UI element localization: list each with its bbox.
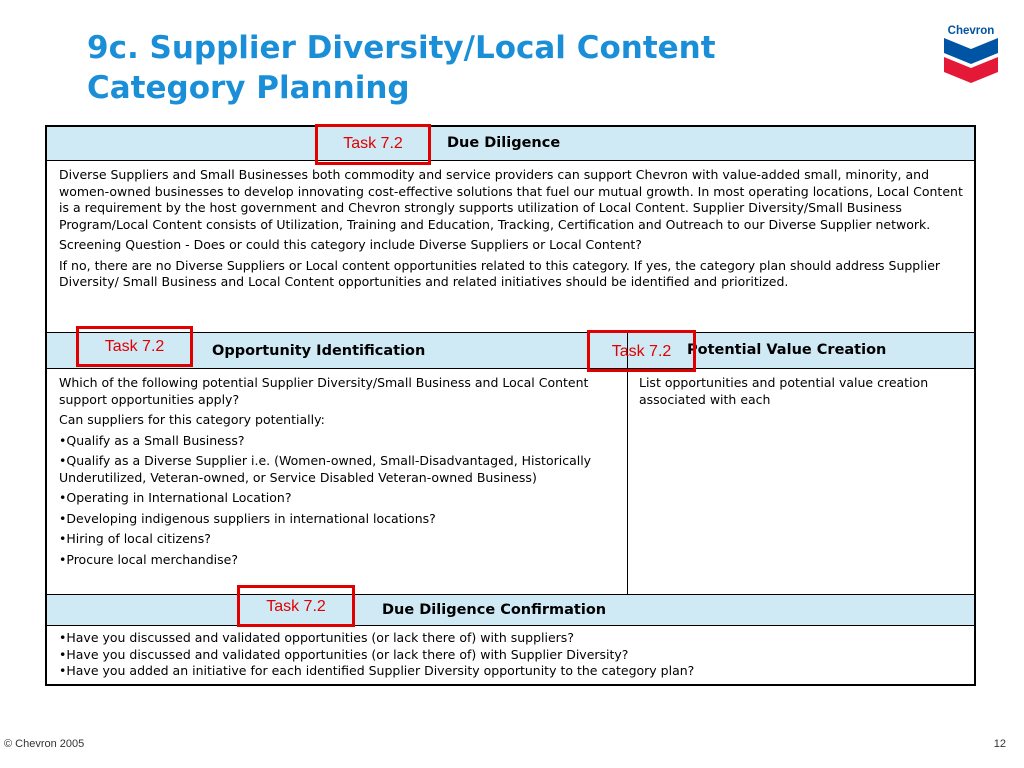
- page-number: 12: [993, 738, 1006, 750]
- due-diligence-body: [47, 161, 974, 333]
- list-item: •Qualify as a Small Business?: [59, 432, 245, 448]
- due-diligence-confirmation-header: Due Diligence Confirmation: [382, 602, 607, 618]
- title-line-1: 9c. Supplier Diversity/Local Content: [87, 30, 716, 66]
- confirmation-header-row: [47, 595, 974, 626]
- logo-text: Chevron: [947, 25, 995, 37]
- opportunity-list: [59, 375, 614, 572]
- task-label-potential-value: Task 7.2: [587, 330, 696, 372]
- slide-title: [87, 28, 716, 108]
- copyright: © Chevron 2005: [4, 738, 85, 750]
- list-item: •Qualify as a Diverse Supplier i.e. (Women-owned, Small-Disadvantaged, Historically Underutilized, Veteran-owned, or Service Disabled Veteran-owned Business): [59, 453, 592, 485]
- list-item: •Procure local merchandise?: [59, 551, 238, 567]
- chevron-logo-icon: [938, 22, 1004, 88]
- list-item: •Hiring of local citizens?: [59, 531, 211, 546]
- chevron-logo: [938, 22, 1004, 88]
- list-item: •Have you discussed and validated opportunities (or lack there of) with suppliers?: [59, 630, 574, 645]
- opportunity-body-row: [47, 369, 974, 595]
- screening-answer: If no, there are no Diverse Suppliers or Local content opportunities related to this category. If yes, the category plan should address Supplier Diversity/ Small Business and Local Content opportunities and related initiatives should be identified and prioritized.: [59, 257, 941, 289]
- category-planning-table: [45, 125, 976, 686]
- due-diligence-paragraph: Diverse Suppliers and Small Businesses both commodity and service providers can support Chevron with value-added small, minority, and women-owned businesses to develop innovating cost-effective solutions that fuel our mutual growth. In most operating locations, Local Content is a requirement by the host government and Chevron strongly supports utilization of Local Content. Supplier Diversity/Small Business Program/Local Content consists of Utilization, Training and Education, Tracking, Certification and Outreach to our Diverse Supplier network.: [59, 167, 963, 232]
- list-item: Which of the following potential Supplier Diversity/Small Business and Local Content support opportunities apply?: [59, 375, 589, 407]
- task-label-opportunity: Task 7.2: [76, 326, 193, 367]
- due-diligence-header: Due Diligence: [447, 135, 561, 151]
- column-divider: [627, 369, 628, 594]
- opportunity-identification-header: Opportunity Identification: [212, 343, 426, 359]
- task-label-due-diligence: Task 7.2: [315, 124, 431, 165]
- task-label-confirmation: Task 7.2: [237, 585, 355, 627]
- list-item: •Have you discussed and validated opportunities (or lack there of) with Supplier Diversity?: [59, 646, 629, 662]
- due-diligence-header-row: [47, 127, 974, 161]
- potential-value-creation-header: Potential Value Creation: [687, 342, 887, 358]
- title-line-2: Category Planning: [87, 70, 410, 106]
- list-item: •Have you added an initiative for each identified Supplier Diversity opportunity to the category plan?: [59, 663, 695, 678]
- list-item: Can suppliers for this category potentially:: [59, 412, 325, 427]
- potential-value-text: List opportunities and potential value creation associated with each: [639, 375, 929, 407]
- screening-question: Screening Question - Does or could this category include Diverse Suppliers or Local Content?: [59, 237, 642, 252]
- confirmation-body: [47, 626, 974, 684]
- list-item: •Operating in International Location?: [59, 490, 292, 505]
- list-item: •Developing indigenous suppliers in international locations?: [59, 510, 436, 526]
